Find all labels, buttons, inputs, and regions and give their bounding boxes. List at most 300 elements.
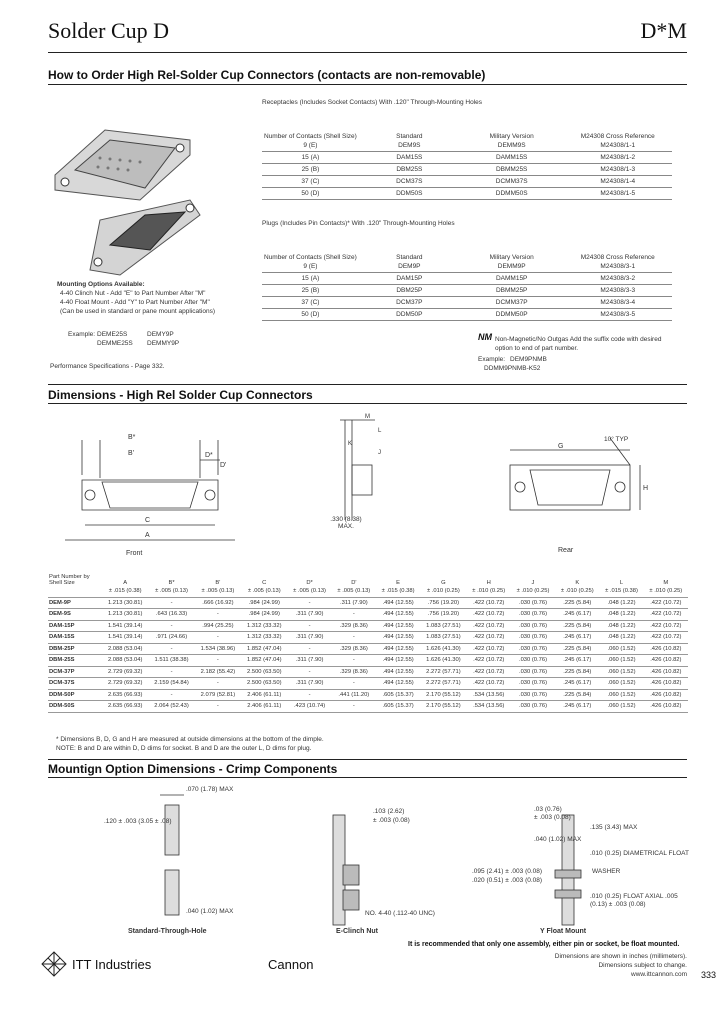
- table-cell: .048 (1.22): [599, 632, 643, 644]
- website-link[interactable]: www.ittcannon.com: [631, 971, 687, 978]
- table-cell: -: [287, 643, 331, 655]
- column-header: B*: [168, 580, 175, 586]
- table-cell: .605 (15.37): [376, 701, 420, 713]
- table-cell: .422 (10.72): [467, 609, 511, 621]
- dimensions-rule-top: [48, 384, 687, 385]
- example-label: Example:: [68, 331, 96, 338]
- table-cell: M24308/3-5: [564, 309, 672, 321]
- table-cell: .984 (24.99): [241, 597, 287, 609]
- table-row: [262, 140, 672, 152]
- table-cell: .984 (24.99): [241, 609, 287, 621]
- front-label: Front: [126, 550, 143, 557]
- tolerance-cell: ± .015 (0.38): [376, 586, 420, 597]
- table-row: [262, 297, 672, 309]
- table-cell: DAMM15S: [460, 152, 564, 164]
- mounting-option-item: (Can be used in standard or pane mount applications): [60, 308, 216, 315]
- table-cell: .422 (10.72): [467, 620, 511, 632]
- table-cell: -: [287, 666, 331, 678]
- dim-label: .040 (1.02) MAX: [534, 836, 582, 843]
- table-cell: .494 (12.55): [376, 655, 420, 667]
- column-header: J: [531, 580, 535, 586]
- svg-text:B': B': [128, 450, 135, 457]
- col-cross-ref: M24308 Cross Reference: [580, 254, 655, 261]
- svg-text:K: K: [348, 441, 353, 447]
- table-cell: .060 (1.52): [599, 666, 643, 678]
- table-cell: .225 (5.84): [555, 689, 599, 701]
- column-header: L: [619, 580, 624, 586]
- col-military: Military Version: [489, 254, 534, 261]
- table-cell: .441 (11.20): [332, 689, 376, 701]
- table-cell: .048 (1.22): [599, 620, 643, 632]
- table-cell: .422 (10.72): [467, 632, 511, 644]
- table-cell: .422 (10.72): [644, 609, 688, 621]
- table-cell: .426 (10.82): [644, 678, 688, 690]
- table-cell: .426 (10.82): [644, 666, 688, 678]
- table-cell: DDM50P: [359, 309, 460, 321]
- svg-text:C: C: [145, 517, 151, 524]
- table-cell: .311 (7.90): [332, 597, 376, 609]
- table-cell: DDMM50S: [460, 188, 564, 200]
- table-cell: 2.729 (69.32): [102, 678, 148, 690]
- table-cell: .422 (10.72): [467, 655, 511, 667]
- table-cell: .245 (6.17): [555, 655, 599, 667]
- table-cell: .422 (10.72): [467, 666, 511, 678]
- table-cell: DBMM25S: [460, 164, 564, 176]
- footer-line: Dimensions subject to change.: [598, 962, 687, 969]
- table-cell: .060 (1.52): [599, 643, 643, 655]
- part-number: DCM-37P: [48, 666, 102, 678]
- dim-label: .070 (1.78) MAX: [186, 786, 234, 793]
- table-cell: 1.852 (47.04): [241, 643, 287, 655]
- tolerance-cell: ± .015 (0.38): [599, 586, 643, 597]
- column-header: Part Number by Shell Size: [49, 574, 90, 586]
- table-cell: M24308/1-1: [564, 140, 672, 152]
- table-cell: .643 (16.33): [148, 609, 194, 621]
- table-cell: .494 (12.55): [376, 666, 420, 678]
- table-row: [48, 689, 688, 701]
- table-row: [48, 632, 688, 644]
- part-number: DAM-15P: [48, 620, 102, 632]
- col-contacts: Number of Contacts (Shell Size): [264, 254, 357, 261]
- table-row: [48, 701, 688, 713]
- col-cross-ref: M24308 Cross Reference: [580, 133, 655, 140]
- table-cell: DAM15S: [359, 152, 460, 164]
- table-cell: .245 (6.17): [555, 632, 599, 644]
- table-cell: DCMM37P: [460, 297, 564, 309]
- tolerance-cell: ± .005 (0.13): [241, 586, 287, 597]
- table-cell: 15 (A): [262, 152, 359, 164]
- table-cell: 1.213 (30.81): [102, 609, 148, 621]
- table-cell: 2.272 (57.71): [420, 666, 466, 678]
- plugs-caption: Plugs (Includes Pin Contacts)* With .120" Through-Mounting Holes: [262, 220, 455, 227]
- table-cell: .756 (19.20): [420, 609, 466, 621]
- receptacle-photo: [55, 130, 190, 200]
- dim-label: .095 (2.41) ± .003 (0.08): [472, 868, 543, 875]
- table-cell: .422 (10.72): [644, 632, 688, 644]
- table-cell: -: [148, 689, 194, 701]
- dim-label: .103 (2.62): [373, 808, 405, 815]
- table-cell: .994 (25.25): [195, 620, 241, 632]
- table-cell: 1.213 (30.81): [102, 597, 148, 609]
- dimensions-rule: [48, 403, 687, 404]
- example-part: DEMY9P: [147, 331, 174, 338]
- table-cell: .426 (10.82): [644, 701, 688, 713]
- table-cell: .245 (6.17): [555, 609, 599, 621]
- table-cell: -: [332, 655, 376, 667]
- table-row: [48, 678, 688, 690]
- table-cell: 15 (A): [262, 273, 359, 285]
- table-cell: 25 (B): [262, 285, 359, 297]
- table-cell: DEMM9P: [460, 261, 564, 273]
- table-cell: .423 (10.74): [287, 701, 331, 713]
- column-header: A: [123, 580, 128, 586]
- part-number: DDM-50S: [48, 701, 102, 713]
- table-cell: .422 (10.72): [467, 678, 511, 690]
- front-view-drawing: [60, 420, 240, 560]
- table-cell: 25 (B): [262, 164, 359, 176]
- table-cell: .030 (0.76): [511, 689, 555, 701]
- table-row: [262, 273, 672, 285]
- svg-text:G: G: [558, 443, 564, 450]
- table-cell: DCM37S: [359, 176, 460, 188]
- tolerance-cell: ± .005 (0.13): [195, 586, 241, 597]
- table-cell: .060 (1.52): [599, 701, 643, 713]
- table-row: [48, 597, 688, 609]
- table-cell: .030 (0.76): [511, 655, 555, 667]
- receptacles-caption: Receptacles (Includes Socket Contacts) With .120" Through-Mounting Holes: [262, 99, 483, 106]
- table-cell: 50 (D): [262, 309, 359, 321]
- dimensions-table: [48, 574, 688, 713]
- col-standard: Standard: [396, 254, 423, 261]
- part-number: DEM-9S: [48, 609, 102, 621]
- table-row: [48, 655, 688, 667]
- table-cell: M24308/1-2: [564, 152, 672, 164]
- table-cell: DAMM15P: [460, 273, 564, 285]
- table-cell: 9 (E): [262, 261, 359, 273]
- svg-text:D*: D*: [205, 452, 213, 459]
- table-cell: 2.182 (55.42): [195, 666, 241, 678]
- table-cell: .329 (8.36): [332, 666, 376, 678]
- table-cell: .225 (5.84): [555, 597, 599, 609]
- rear-label: Rear: [558, 547, 574, 554]
- table-cell: .030 (0.76): [511, 620, 555, 632]
- dim-label: .120 ± .003 (3.05 ± .08): [104, 818, 172, 825]
- table-cell: .048 (1.22): [599, 609, 643, 621]
- table-cell: .422 (10.72): [467, 597, 511, 609]
- nm-example: DEM9PNMB: [510, 356, 547, 363]
- company-name: ITT Industries: [72, 957, 152, 972]
- table-cell: .048 (1.22): [599, 597, 643, 609]
- table-cell: .030 (0.76): [511, 701, 555, 713]
- table-row: [262, 309, 672, 321]
- y-float-mount-label: Y Float Mount: [540, 928, 587, 935]
- rear-view-drawing: [500, 430, 670, 550]
- table-cell: M24308/1-3: [564, 164, 672, 176]
- table-cell: 2.079 (52.81): [195, 689, 241, 701]
- table-cell: .426 (10.82): [644, 643, 688, 655]
- table-cell: 2.635 (66.93): [102, 701, 148, 713]
- svg-text:A: A: [145, 532, 150, 539]
- table-cell: 1.534 (38.96): [195, 643, 241, 655]
- svg-text:L: L: [378, 428, 382, 434]
- max-note: .330 (8.38) MAX.: [330, 516, 362, 530]
- table-cell: DCM37P: [359, 297, 460, 309]
- example-part: DEME25S: [97, 331, 128, 338]
- table-cell: .426 (10.82): [644, 655, 688, 667]
- mounting-rule: [48, 777, 687, 778]
- table-cell: 50 (D): [262, 188, 359, 200]
- header-rule: [48, 52, 687, 53]
- standard-through-hole-drawing: [100, 785, 260, 930]
- tolerance-cell: ± .005 (0.13): [287, 586, 331, 597]
- svg-text:H: H: [643, 485, 649, 492]
- column-header: E: [396, 580, 401, 586]
- table-cell: 1.312 (33.32): [241, 620, 287, 632]
- typ-note: 10° TYP: [604, 436, 629, 443]
- table-cell: -: [195, 632, 241, 644]
- part-number: DCM-37S: [48, 678, 102, 690]
- table-cell: .666 (16.92): [195, 597, 241, 609]
- plugs-table: [262, 229, 672, 321]
- table-row: [262, 176, 672, 188]
- table-cell: 1.541 (39.14): [102, 632, 148, 644]
- table-cell: 2.406 (61.11): [241, 689, 287, 701]
- column-header: D*: [306, 580, 313, 586]
- table-cell: 2.635 (66.93): [102, 689, 148, 701]
- table-cell: 2.500 (63.50): [241, 678, 287, 690]
- dim-label: ± .003 (0.08): [534, 814, 571, 821]
- table-cell: DDM50S: [359, 188, 460, 200]
- dim-label: .010 (0.25) DIAMETRICAL FLOAT: [590, 850, 689, 857]
- column-header: M: [663, 580, 669, 586]
- table-cell: .225 (5.84): [555, 643, 599, 655]
- table-cell: .311 (7.90): [287, 609, 331, 621]
- table-cell: 37 (C): [262, 176, 359, 188]
- table-cell: 1.541 (39.14): [102, 620, 148, 632]
- table-cell: .329 (8.36): [332, 643, 376, 655]
- dimensions-note: NOTE: B and D are within D, D dims for socket. B and D are the outer L, D dims for plug.: [56, 745, 312, 752]
- table-cell: -: [195, 678, 241, 690]
- table-cell: .422 (10.72): [644, 597, 688, 609]
- table-cell: DBM25S: [359, 164, 460, 176]
- table-cell: DDMM50P: [460, 309, 564, 321]
- float-mount-note: It is recommended that only one assembly, either pin or socket, be float mounted.: [408, 941, 680, 948]
- table-cell: 1.083 (27.51): [420, 632, 466, 644]
- order-rule: [48, 84, 687, 85]
- dim-label: .010 (0.25) FLOAT AXIAL .005 (0.13) ± .003 (0.08): [590, 893, 678, 908]
- division-name: Cannon: [268, 957, 314, 972]
- footer-line: Dimensions are shown in inches (millimeters).: [554, 953, 687, 960]
- table-row: [48, 609, 688, 621]
- tolerance-cell: ± .010 (0.25): [467, 586, 511, 597]
- tolerance-cell: ± .005 (0.13): [332, 586, 376, 597]
- part-number: DAM-15S: [48, 632, 102, 644]
- tolerance-row: [48, 586, 688, 597]
- table-row: [262, 164, 672, 176]
- table-cell: .494 (12.55): [376, 597, 420, 609]
- column-header: K: [575, 580, 580, 586]
- table-cell: 9 (E): [262, 140, 359, 152]
- table-cell: .311 (7.90): [287, 655, 331, 667]
- table-cell: -: [332, 678, 376, 690]
- col-military: Military Version: [489, 133, 534, 140]
- dimensions-section-title: Dimensions - High Rel Solder Cup Connectors: [48, 388, 313, 402]
- mounting-option-item: 4-40 Clinch Nut - Add "E" to Part Number After "M": [60, 290, 206, 297]
- table-cell: M24308/1-5: [564, 188, 672, 200]
- plug-photo: [90, 200, 200, 275]
- column-header: D': [351, 580, 357, 586]
- table-cell: 2.064 (52.43): [148, 701, 194, 713]
- col-contacts: Number of Contacts (Shell Size): [264, 133, 357, 140]
- part-number: DBM-25P: [48, 643, 102, 655]
- table-cell: DBM25P: [359, 285, 460, 297]
- standard-through-hole-label: Standard-Through-Hole: [128, 928, 207, 935]
- table-row: [262, 285, 672, 297]
- table-cell: -: [332, 609, 376, 621]
- example-part: DEMMY9P: [147, 340, 180, 347]
- mounting-option-item: 4-40 Float Mount - Add "Y" to Part Number After "M": [60, 299, 210, 306]
- nm-badge: NM: [478, 332, 492, 342]
- e-clinch-nut-drawing: [318, 785, 398, 930]
- table-cell: -: [148, 620, 194, 632]
- table-cell: DEM9P: [359, 261, 460, 273]
- table-cell: .030 (0.76): [511, 678, 555, 690]
- table-cell: -: [195, 701, 241, 713]
- mounting-rule-top: [48, 759, 687, 760]
- table-cell: M24308/1-4: [564, 176, 672, 188]
- table-cell: .534 (13.56): [467, 701, 511, 713]
- table-cell: -: [287, 597, 331, 609]
- table-cell: -: [148, 643, 194, 655]
- nm-example: DDMM9PNMB-K52: [484, 365, 541, 372]
- table-cell: 1.626 (41.30): [420, 643, 466, 655]
- table-cell: 2.500 (63.50): [241, 666, 287, 678]
- table-cell: 1.626 (41.30): [420, 655, 466, 667]
- table-cell: 2.159 (54.84): [148, 678, 194, 690]
- table-cell: .060 (1.52): [599, 678, 643, 690]
- table-cell: .494 (12.55): [376, 678, 420, 690]
- svg-text:B*: B*: [128, 434, 136, 441]
- tolerance-cell: ± .010 (0.25): [420, 586, 466, 597]
- dim-label: .135 (3.43) MAX: [590, 824, 638, 831]
- table-cell: M24308/3-3: [564, 285, 672, 297]
- table-row: [262, 152, 672, 164]
- connector-photos: [50, 100, 210, 280]
- performance-note: Performance Specifications - Page 332.: [50, 363, 165, 370]
- table-cell: .311 (7.90): [287, 678, 331, 690]
- table-cell: .422 (10.72): [644, 620, 688, 632]
- table-cell: -: [287, 689, 331, 701]
- part-number: DBM-25S: [48, 655, 102, 667]
- table-cell: .494 (12.55): [376, 643, 420, 655]
- nm-note: Non-Magnetic/No Outgas Add the suffix code with desired option to end of part number.: [495, 336, 662, 352]
- page-number: 333: [700, 970, 716, 980]
- table-row: [48, 643, 688, 655]
- table-cell: .329 (8.36): [332, 620, 376, 632]
- table-cell: -: [287, 620, 331, 632]
- table-cell: .494 (12.55): [376, 632, 420, 644]
- page-title: Solder Cup D: [48, 18, 169, 43]
- receptacles-table: [262, 108, 672, 200]
- table-cell: -: [332, 632, 376, 644]
- table-cell: .426 (10.82): [644, 689, 688, 701]
- table-cell: 2.170 (55.12): [420, 689, 466, 701]
- side-view-drawing: [330, 410, 410, 530]
- table-cell: 37 (C): [262, 297, 359, 309]
- table-cell: 1.852 (47.04): [241, 655, 287, 667]
- tolerance-cell: ± .005 (0.13): [148, 586, 194, 597]
- tolerance-cell: [48, 586, 102, 597]
- example-part: DEMME25S: [97, 340, 133, 347]
- table-cell: .245 (6.17): [555, 678, 599, 690]
- table-cell: -: [195, 655, 241, 667]
- table-cell: .225 (5.84): [555, 620, 599, 632]
- table-cell: .422 (10.72): [467, 643, 511, 655]
- table-cell: .494 (12.55): [376, 609, 420, 621]
- part-number: DDM-50P: [48, 689, 102, 701]
- table-cell: DEM9S: [359, 140, 460, 152]
- table-row: [262, 261, 672, 273]
- table-cell: .060 (1.52): [599, 689, 643, 701]
- table-cell: .534 (13.56): [467, 689, 511, 701]
- table-cell: DCMM37S: [460, 176, 564, 188]
- table-cell: DAM15P: [359, 273, 460, 285]
- table-cell: -: [148, 666, 194, 678]
- table-cell: M24308/3-1: [564, 261, 672, 273]
- tolerance-cell: ± .010 (0.25): [644, 586, 688, 597]
- header-row: [48, 574, 688, 586]
- table-cell: 2.729 (69.32): [102, 666, 148, 678]
- tolerance-cell: ± .010 (0.25): [511, 586, 555, 597]
- col-standard: Standard: [396, 133, 423, 140]
- table-cell: 2.406 (61.11): [241, 701, 287, 713]
- column-header: H: [486, 580, 491, 586]
- table-cell: DBMM25P: [460, 285, 564, 297]
- table-cell: .605 (15.37): [376, 689, 420, 701]
- brand-mark: D*M: [640, 18, 687, 43]
- table-cell: .225 (5.84): [555, 666, 599, 678]
- tolerance-cell: ± .015 (0.38): [102, 586, 148, 597]
- table-cell: .030 (0.76): [511, 643, 555, 655]
- table-row: [48, 666, 688, 678]
- part-number: DEM-9P: [48, 597, 102, 609]
- dim-label: .020 (0.51) ± .003 (0.08): [472, 877, 543, 884]
- dim-label: .040 (1.02) MAX: [186, 908, 234, 915]
- mounting-options-title: Mounting Options Available:: [57, 281, 145, 288]
- order-section-title: How to Order High Rel-Solder Cup Connectors (contacts are non-removable): [48, 68, 486, 82]
- table-cell: M24308/3-4: [564, 297, 672, 309]
- table-cell: .030 (0.76): [511, 632, 555, 644]
- table-cell: -: [195, 609, 241, 621]
- table-cell: .060 (1.52): [599, 655, 643, 667]
- svg-text:J: J: [378, 450, 381, 456]
- dim-label: .03 (0.76): [534, 806, 562, 813]
- table-cell: .245 (6.17): [555, 701, 599, 713]
- table-row: [262, 188, 672, 200]
- dim-label: WASHER: [592, 868, 621, 875]
- e-clinch-nut-label: E-Clinch Nut: [336, 928, 378, 935]
- table-cell: -: [148, 597, 194, 609]
- table-cell: 2.170 (55.12): [420, 701, 466, 713]
- table-cell: .971 (24.66): [148, 632, 194, 644]
- table-cell: 1.312 (33.32): [241, 632, 287, 644]
- table-cell: .030 (0.76): [511, 597, 555, 609]
- nm-example-label: Example:: [478, 356, 506, 363]
- table-cell: 1.083 (27.51): [420, 620, 466, 632]
- table-cell: 2.272 (57.71): [420, 678, 466, 690]
- dim-label: NO. 4-40 (.112-40 UNC): [365, 910, 435, 917]
- svg-text:D': D': [220, 462, 227, 469]
